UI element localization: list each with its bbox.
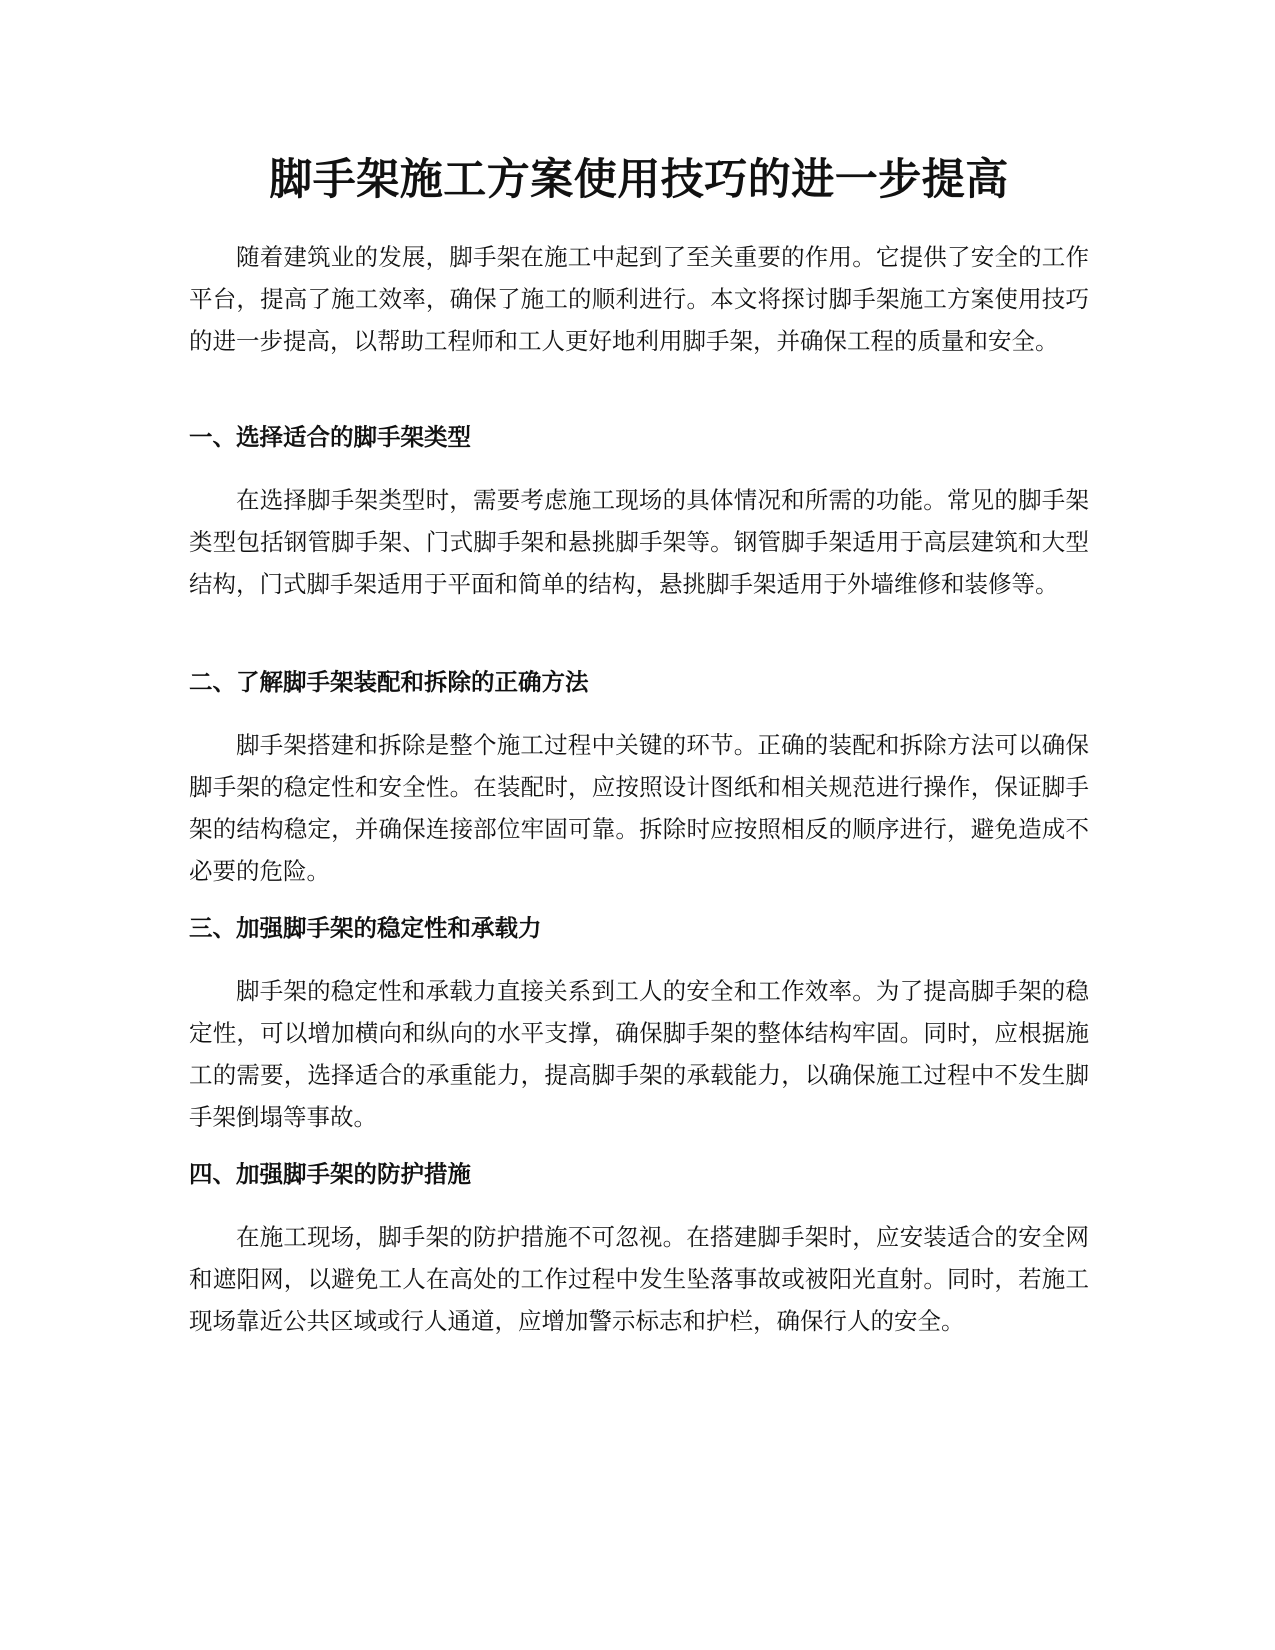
- section-4-heading: 四、加强脚手架的防护措施: [189, 1160, 471, 1188]
- section-1-body: 在选择脚手架类型时，需要考虑施工现场的具体情况和所需的功能。常见的脚手架类型包括钢管脚手架、门式脚手架和悬挑脚手架等。钢管脚手架适用于高层建筑和大型结构，门式脚手架适用于平面和简单的结构，悬挑脚手架适用于外墙维修和装修等。: [189, 486, 1089, 598]
- intro-paragraph: 随着建筑业的发展，脚手架在施工中起到了至关重要的作用。它提供了安全的工作平台，提高了施工效率，确保了施工的顺利进行。本文将探讨脚手架施工方案使用技巧的进一步提高，以帮助工程师和工人更好地利用脚手架，并确保工程的质量和安全。: [189, 243, 1089, 355]
- section-3-body: 脚手架的稳定性和承载力直接关系到工人的安全和工作效率。为了提高脚手架的稳定性，可以增加横向和纵向的水平支撑，确保脚手架的整体结构牢固。同时，应根据施工的需要，选择适合的承重能力，提高脚手架的承载能力，以确保施工过程中不发生脚手架倒塌等事故。: [189, 977, 1089, 1131]
- document-title: 脚手架施工方案使用技巧的进一步提高: [269, 155, 1009, 205]
- section-2-heading: 二、了解脚手架装配和拆除的正确方法: [189, 668, 589, 696]
- section-1-heading: 一、选择适合的脚手架类型: [189, 423, 471, 451]
- section-2-body: 脚手架搭建和拆除是整个施工过程中关键的环节。正确的装配和拆除方法可以确保脚手架的稳定性和安全性。在装配时，应按照设计图纸和相关规范进行操作，保证脚手架的结构稳定，并确保连接部位牢固可靠。拆除时应按照相反的顺序进行，避免造成不必要的危险。: [189, 731, 1089, 885]
- section-4-body: 在施工现场，脚手架的防护措施不可忽视。在搭建脚手架时，应安装适合的安全网和遮阳网，以避免工人在高处的工作过程中发生坠落事故或被阳光直射。同时，若施工现场靠近公共区域或行人通道，应增加警示标志和护栏，确保行人的安全。: [189, 1223, 1089, 1335]
- section-3-heading: 三、加强脚手架的稳定性和承载力: [189, 914, 542, 942]
